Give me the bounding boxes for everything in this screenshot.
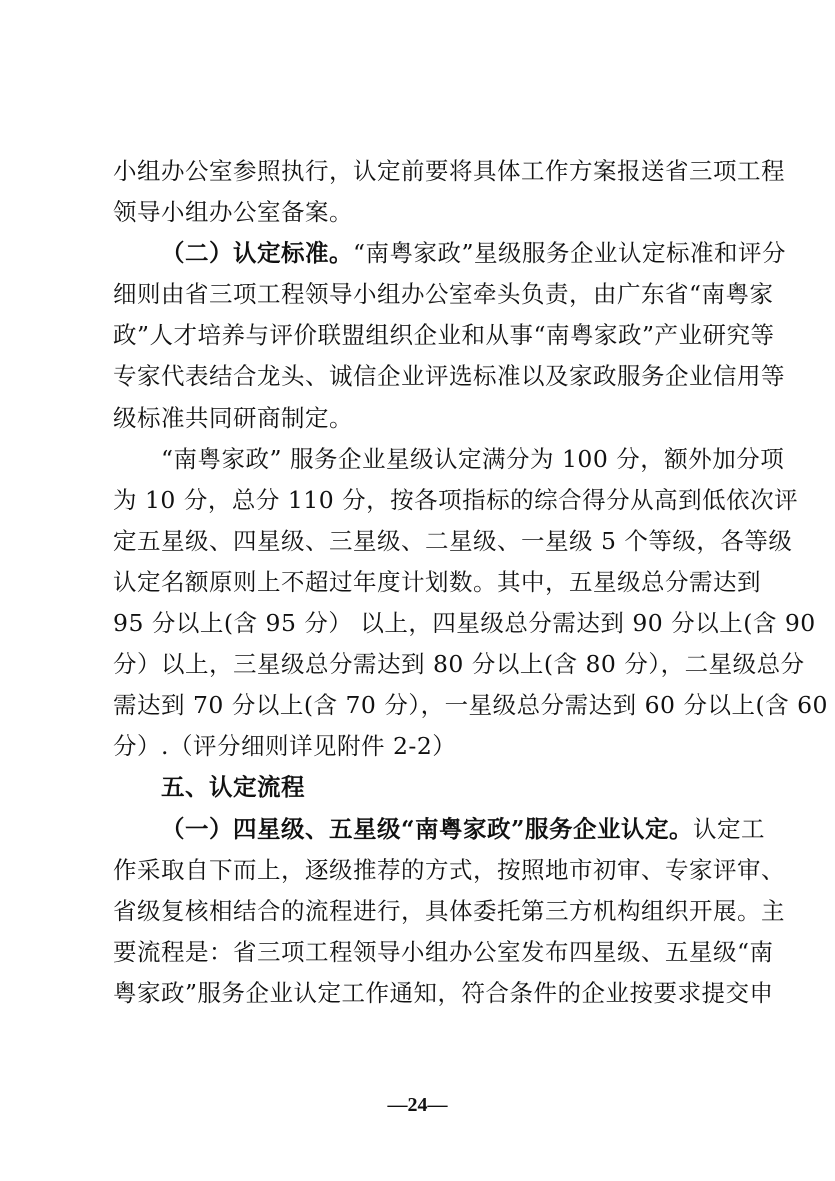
section-paragraph-criteria [113, 233, 787, 274]
body-line: 粤家政”服务企业认定工作通知，符合条件的企业按要求提交申 [113, 978, 774, 1007]
body-line: 分）以上，三星级总分需达到 80 分以上(含 80 分），二星级总分 [113, 650, 805, 679]
body-line: “南粤家政” 服务企业星级认定满分为 100 分，额外加分项 [161, 444, 785, 473]
section-paragraph-process [113, 809, 766, 850]
subsection-title: （一）四星级、五星级“南粤家政”服务企业认定。 [161, 814, 694, 843]
body-text: 认定工 [693, 814, 766, 843]
body-line: 省级复核相结合的流程进行，具体委托第三方机构组织开展。主 [113, 896, 785, 925]
body-line: 需达到 70 分以上(含 70 分），一星级总分需达到 60 分以上(含 60 [113, 691, 828, 720]
body-line: 分）.（评分细则详见附件 2-2） [113, 732, 457, 761]
body-line: 要流程是：省三项工程领导小组办公室发布四星级、五星级“南 [113, 937, 774, 966]
body-line: 认定名额原则上不超过年度计划数。其中，五星级总分需达到 [113, 567, 761, 596]
body-line: 为 10 分，总分 110 分，按各项指标的综合得分从高到低依次评 [113, 485, 799, 514]
subsection-title: （二）认定标准。 [161, 239, 353, 268]
body-line: 政”人才培养与评价联盟组织企业和从事“南粤家政”产业研究等 [113, 321, 775, 350]
body-line: 细则由省三项工程领导小组办公室牵头负责，由广东省“南粤家 [113, 280, 774, 309]
body-line: 专家代表结合龙头、诚信企业评选标准以及家政服务企业信用等 [113, 362, 785, 391]
body-line: 作采取自下而上，逐级推荐的方式，按照地市初审、专家评审、 [113, 855, 785, 884]
body-line: 级标准共同研商制定。 [113, 403, 353, 432]
section-heading: 五、认定流程 [161, 773, 305, 802]
document-body [113, 151, 828, 1014]
body-text: “南粤家政”星级服务企业认定标准和评分 [353, 239, 787, 268]
body-line: 定五星级、四星级、三星级、二星级、一星级 5 个等级，各等级 [113, 526, 793, 555]
page-number: —24— [387, 1094, 448, 1116]
body-line: 小组办公室参照执行，认定前要将具体工作方案报送省三项工程 [113, 157, 785, 185]
body-line: 95 分以上(含 95 分） 以上，四星级总分需达到 90 分以上(含 90 [113, 609, 816, 638]
body-line: 领导小组办公室备案。 [113, 198, 353, 227]
